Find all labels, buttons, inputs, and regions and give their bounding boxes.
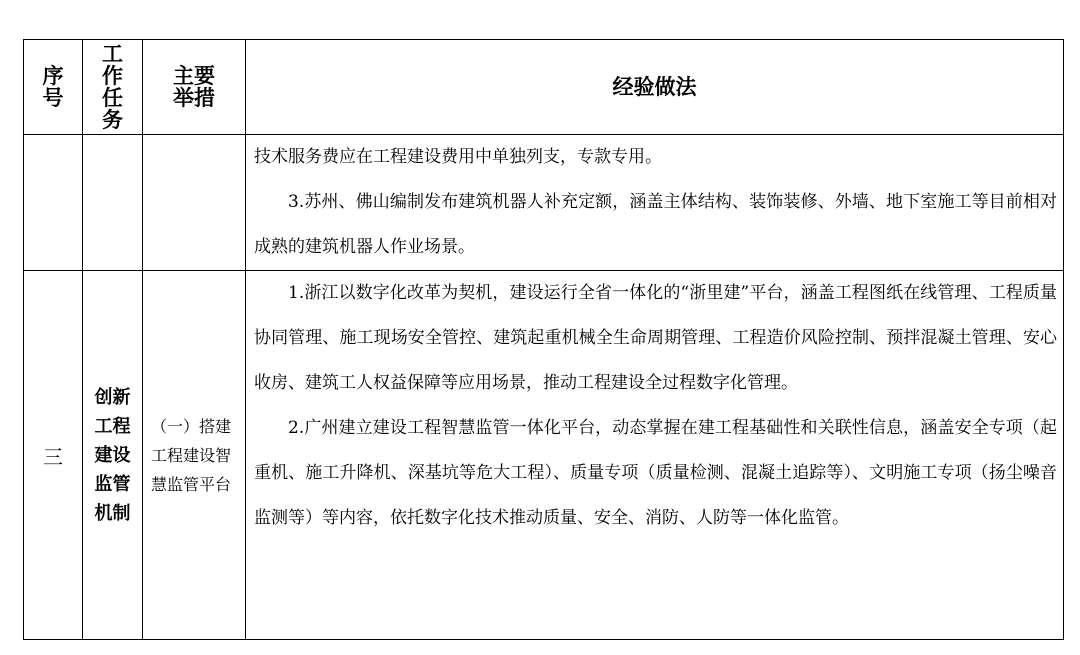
cell-experience — [246, 135, 1064, 271]
measure-label: （一）搭建工程建设智慧监管平台 — [151, 416, 232, 494]
paragraph: 2.广州建立建设工程智慧监管一体化平台，动态掌握在建工程基础性和关联性信息，涵盖安全专项（起重机、施工升降机、深基坑等危大工程）、质量专项（质量检测、混凝土追踪等）、文明施工专项（扬尘噪音监测等）等内容，依托数字化技术推动质量、安全、消防、人防等一体化监管。 — [254, 418, 1057, 528]
cell-experience — [246, 271, 1064, 640]
paragraph: 1.浙江以数字化改革为契机，建设运行全省一体化的“浙里建”平台，涵盖工程图纸在线管理、工程质量协同管理、施工现场安全管控、建筑起重机械全生命周期管理、工程造价风险控制、预拌混凝土管理、安心收房、建筑工人权益保障等应用场景，推动工程建设全过程数字化管理。 — [254, 283, 1057, 393]
header-experience-label: 经验做法 — [612, 75, 697, 99]
paragraph: 3.苏州、佛山编制发布建筑机器人补充定额，涵盖主体结构、装饰装修、外墙、地下室施工等目前相对成熟的建筑机器人作业场景。 — [254, 192, 1057, 257]
header-seq — [24, 40, 83, 135]
task-label: 创新工程建设监管机制 — [94, 386, 131, 524]
table-row — [24, 271, 1064, 640]
experience-table — [23, 39, 1064, 640]
cell-seq: 三 — [24, 271, 83, 640]
cell-task — [83, 271, 143, 640]
table-header-row — [24, 40, 1064, 135]
paragraph: 技术服务费应在工程建设费用中单独列支，专款专用。 — [254, 147, 662, 167]
cell-seq — [24, 135, 83, 271]
cell-measure — [143, 271, 246, 640]
cell-measure — [143, 135, 246, 271]
header-experience — [246, 40, 1064, 135]
header-measure — [143, 40, 246, 135]
header-task — [83, 40, 143, 135]
header-measure-label: 主要举措 — [173, 64, 215, 110]
cell-task — [83, 135, 143, 271]
header-seq-label: 序号 — [42, 64, 64, 110]
header-task-label: 工作任务 — [102, 42, 123, 132]
table-row — [24, 135, 1064, 271]
